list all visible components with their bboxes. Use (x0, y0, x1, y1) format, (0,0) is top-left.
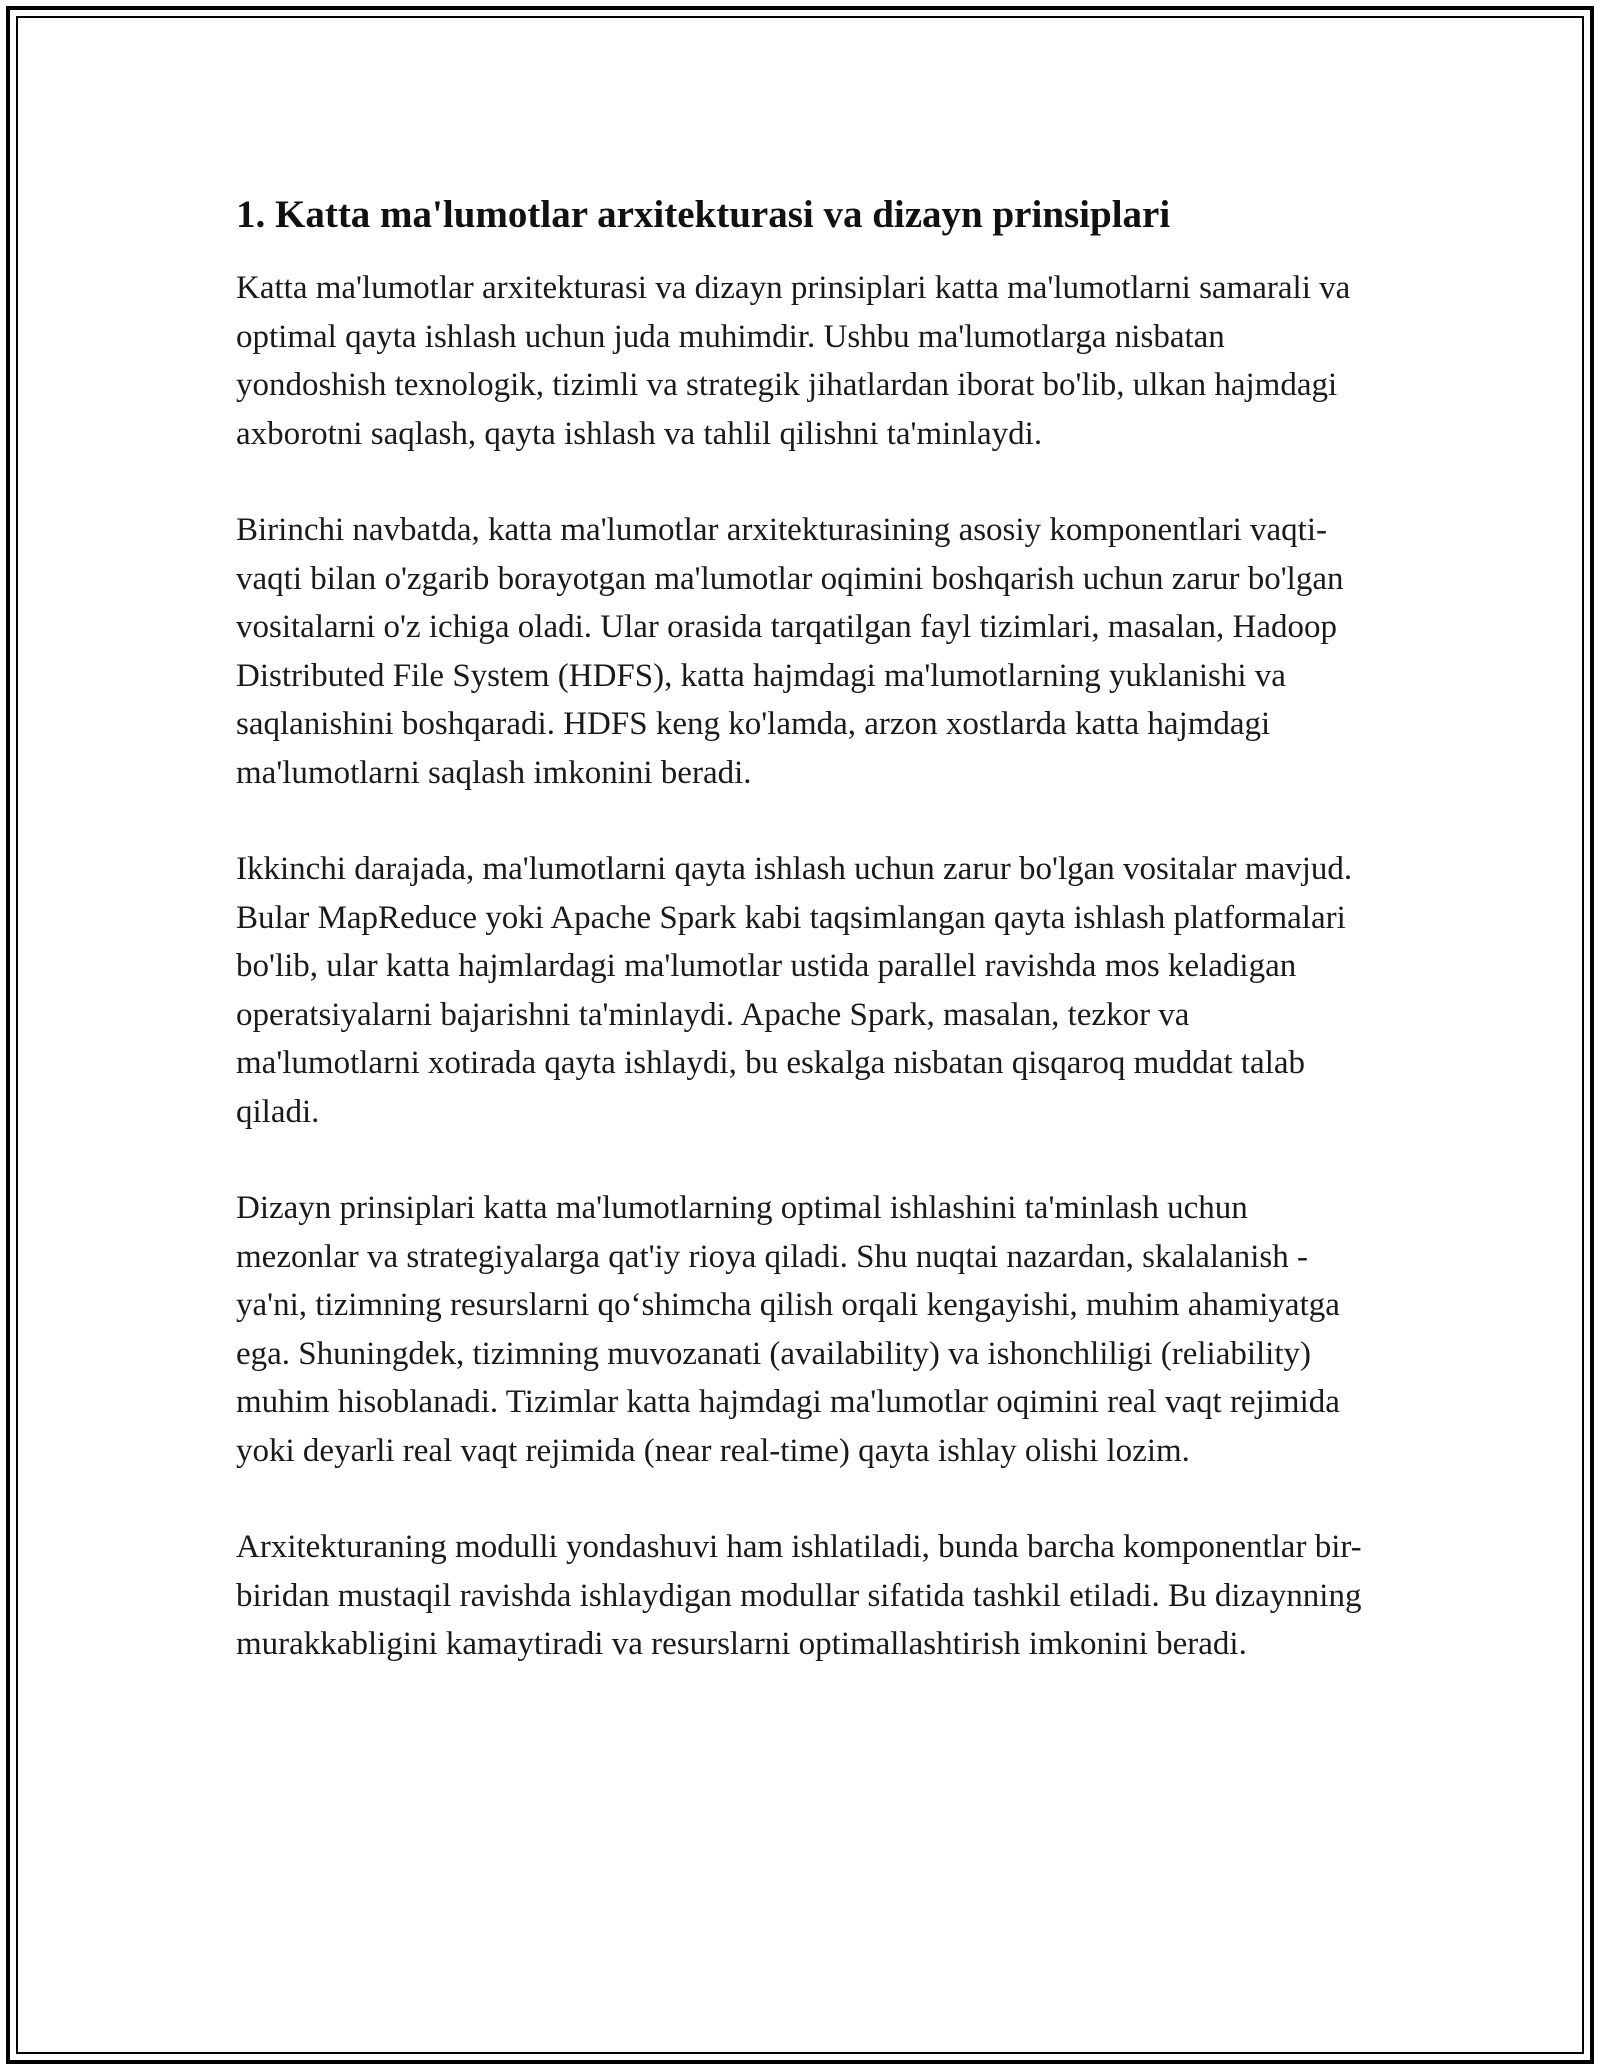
paragraph-storage: Birinchi navbatda, katta ma'lumotlar arxitekturasining asosiy komponentlari vaqti-vaqti bilan o'zgarib borayotgan ma'lumotlar oqimini boshqarish uchun zarur bo'lgan vositalarni o'z ichiga oladi. Ular orasida tarqatilgan fayl tizimlari, masalan, Hadoop Distributed File System (HDFS), katta hajmdagi ma'lumotlarning yuklanishi va saqlanishini boshqaradi. HDFS keng ko'lamda, arzon xostlarda katta hajmdagi ma'lumotlarni saqlash imkonini beradi. (236, 512, 1344, 791)
paragraph-processing: Ikkinchi darajada, ma'lumotlarni qayta ishlash uchun zarur bo'lgan vositalar mavjud. Bular MapReduce yoki Apache Spark kabi taqsimlangan qayta ishlash platformalari bo'lib, ular katta hajmlardagi ma'lumotlar ustida parallel ravishda mos keladigan operatsiyalarni bajarishni ta'minlaydi. Apache Spark, masalan, tezkor va ma'lumotlarni xotirada qayta ishlaydi, bu eskalga nisbatan qisqaroq muddat talab qiladi. (236, 851, 1353, 1130)
paragraph-design-principles: Dizayn prinsiplari katta ma'lumotlarning optimal ishlashini ta'minlash uchun mezonlar va strategiyalarga qat'iy rioya qiladi. Shu nuqtai nazardan, skalalanish - ya'ni, tizimning resurslarni qo‘shimcha qilish orqali kengayishi, muhim ahamiyatga ega. Shuningdek, tizimning muvozanati (availability) va ishonchliligi (reliability) muhim hisoblanadi. Tizimlar katta hajmdagi ma'lumotlar oqimini real vaqt rejimida yoki deyarli real vaqt rejimida (near real-time) qayta ishlay olishi lozim. (236, 1190, 1340, 1469)
paragraph-intro: Katta ma'lumotlar arxitekturasi va dizayn prinsiplari katta ma'lumotlarni samarali va optimal qayta ishlash uchun juda muhimdir. Ushbu ma'lumotlarga nisbatan yondoshish texnologik, tizimli va strategik jihatlardan iborat bo'lib, ulkan hajmdagi axborotni saqlash, qayta ishlash va tahlil qilishni ta'minlaydi. (236, 270, 1351, 452)
document-body (236, 188, 1376, 1717)
paragraph-modular-approach: Arxitekturaning modulli yondashuvi ham ishlatiladi, bunda barcha komponentlar bir-biridan mustaqil ravishda ishlaydigan modullar sifatida tashkil etiladi. Bu dizaynning murakkabligini kamaytiradi va resurslarni optimallashtirish imkonini beradi. (236, 1529, 1362, 1662)
section-heading: 1. Katta ma'lumotlar arxitekturasi va dizayn prinsiplari (236, 193, 1171, 236)
